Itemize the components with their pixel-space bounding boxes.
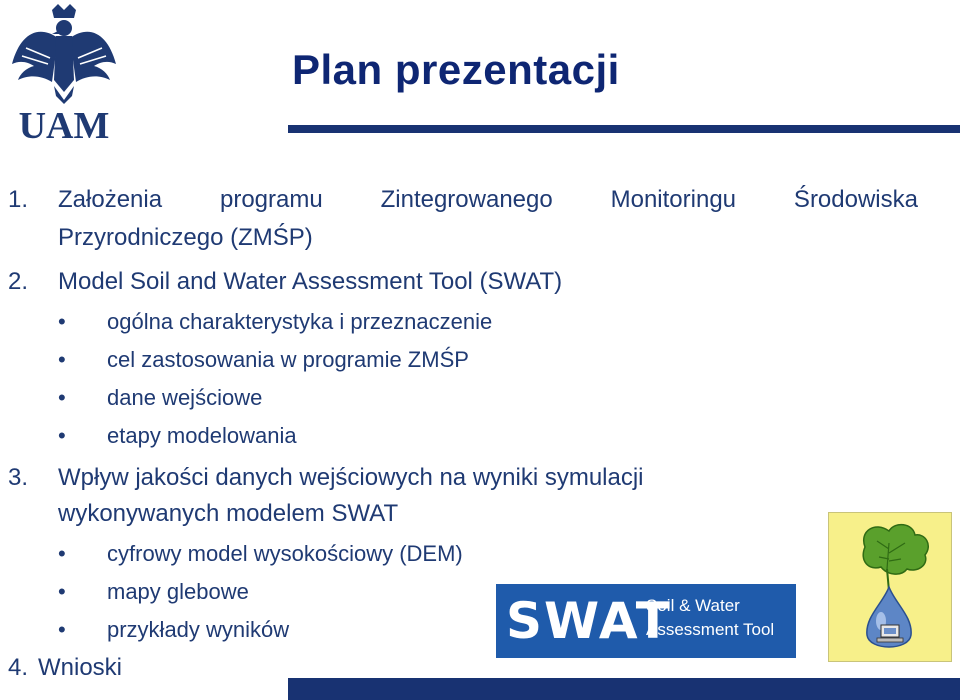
page-title: Plan prezentacji [292,46,620,93]
item-1-line-1-text: Założenia programu Zintegrowanego Monitoringu Środowiska [58,186,918,213]
logo-text: UAM [18,105,110,144]
leaf-drop-icon [829,513,951,661]
agenda-item-number: 2. [8,268,29,295]
eagle-emblem-icon [8,4,120,144]
top-rule [288,125,960,133]
bullet-icon: • [58,541,66,566]
bullet-text: cel zastosowania w programie ZMŚP [107,347,469,372]
agenda-item-1-line-2 [58,224,313,252]
bullet-icon: • [58,347,66,372]
swat-banner-subtitle-2: Assessment Tool [646,620,775,639]
agenda-item-number: 4. [8,654,29,681]
agenda-item-3-line-2 [58,500,398,528]
bullet-icon: • [58,579,66,604]
agenda-item-text: Wnioski [38,654,123,681]
swat-banner-subtitle-1: Soil & Water [646,596,740,615]
bottom-rule [288,678,960,700]
bullet-text: dane wejściowe [107,385,263,410]
bullet-icon: • [58,423,66,448]
agenda-item-number: 1. [8,186,29,213]
bullet-icon: • [58,385,66,410]
bullet-text: ogólna charakterystyka i przeznaczenie [107,309,493,334]
bullet-text: przykłady wyników [107,617,290,642]
agenda-item-text: Model Soil and Water Assessment Tool (SWAT) [58,268,563,295]
agenda-item-text-line-2: wykonywanych modelem SWAT [58,500,399,527]
bullet-icon: • [58,309,66,334]
agenda-item-number: 3. [8,464,29,491]
bullet-text: etapy modelowania [107,423,297,448]
item-1-line-2-text: Przyrodniczego (ZMŚP) [58,224,313,251]
leaf-drop-illustration [828,512,952,662]
bullet-icon: • [58,617,66,642]
agenda-item-text-line-1: Wpływ jakości danych wejściowych na wyniki symulacji [58,464,644,491]
uam-logo [8,4,120,144]
bullet-text: mapy glebowe [107,579,249,604]
bullet-text: cyfrowy model wysokościowy (DEM) [107,541,463,566]
agenda-item-1-line-1 [58,186,918,214]
swat-banner-logo [496,584,796,658]
swat-banner-title: SWAT [506,592,672,650]
